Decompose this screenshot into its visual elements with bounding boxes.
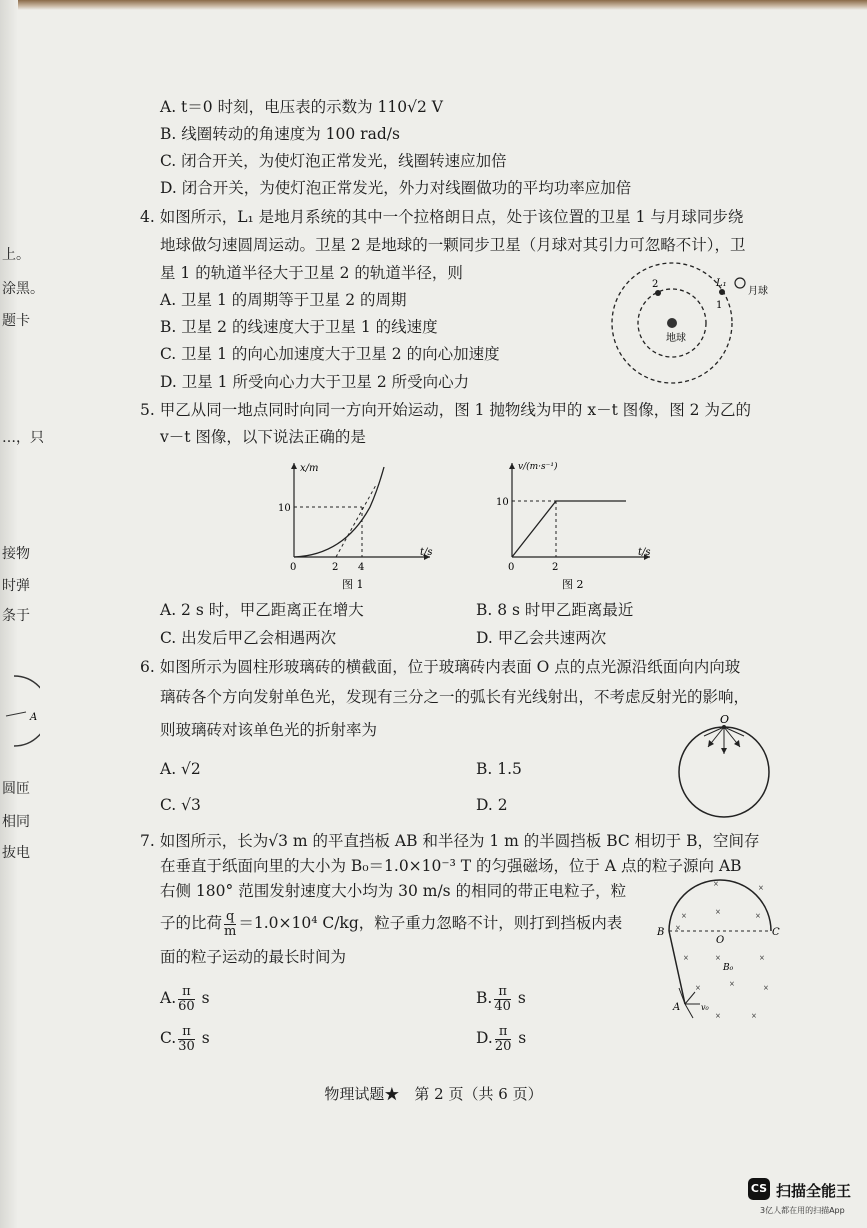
svg-text:×: × <box>713 880 719 888</box>
q6-option-b: B. 1.5 <box>476 760 522 778</box>
q4-stem-line1: 4. 如图所示，L₁ 是地月系统的其中一个拉格朗日点，处于该位置的卫星 1 与月球同步绕 <box>140 208 744 226</box>
svg-text:×: × <box>683 954 689 962</box>
frac-den: 20 <box>494 1038 512 1054</box>
left-fragment: 抜电 <box>2 845 30 861</box>
fig2-ytick: 10 <box>496 497 509 508</box>
fig1-xtick: 0 <box>290 562 297 573</box>
point-o-label: O <box>720 713 730 726</box>
fig2-xtick: 2 <box>552 562 559 573</box>
point-b-label: B <box>657 927 665 938</box>
left-fragment: 接物 <box>2 546 30 562</box>
q7-magnetic-field-diagram <box>655 868 785 1033</box>
fig1-xtick: 4 <box>358 562 365 573</box>
velocity-arrow <box>685 1004 693 1018</box>
q7-option-a <box>160 985 210 1013</box>
q3-option-a: A. t＝0 时刻，电压表的示数为 110√2 V <box>160 98 443 116</box>
option-unit: s <box>201 1029 210 1048</box>
q3-option-c: C. 闭合开关，为使灯泡正常发光，线圈转速应加倍 <box>160 152 507 170</box>
option-label: D. <box>476 1029 493 1048</box>
svg-text:×: × <box>681 912 687 920</box>
frac-num: q <box>226 909 235 924</box>
fig1-xlabel: t/s <box>420 547 433 558</box>
left-fragment: …，只 <box>2 430 44 446</box>
q7-option-d <box>476 1025 526 1053</box>
earth-label: 地球 <box>666 333 686 344</box>
svg-text:×: × <box>763 984 769 992</box>
l1-label: L₁ <box>716 278 727 289</box>
point-c-label: C <box>772 927 780 938</box>
svg-text:×: × <box>755 912 761 920</box>
option-unit: s <box>201 989 210 1008</box>
q4-stem-line2: 地球做匀速圆周运动。卫星 2 是地球的一颗同步卫星（月球对其引力可忽略不计），卫 <box>160 236 746 254</box>
q4-option-c: C. 卫星 1 的向心加速度大于卫星 2 的向心加速度 <box>160 345 500 363</box>
q7-stem-line2: 在垂直于纸面向里的大小为 B₀＝1.0×10⁻³ T 的匀强磁场，位于 A 点的粒子源向 AB <box>160 857 742 875</box>
q6-option-d: D. 2 <box>476 796 508 814</box>
q6-option-a: A. √2 <box>160 760 201 778</box>
satellite-2-dot <box>655 290 661 296</box>
svg-text:×: × <box>715 954 721 962</box>
ray-arrow <box>721 748 727 754</box>
q7-stem-line3: 右侧 180° 范围发射速度大小均为 30 m/s 的相同的带正电粒子，粒 <box>160 882 627 900</box>
moon-label: 月球 <box>748 286 768 297</box>
option-fraction <box>178 1025 195 1053</box>
left-fragment: 相同 <box>2 814 30 830</box>
q5-option-a: A. 2 s 时，甲乙距离正在增大 <box>160 601 364 619</box>
q6-glass-circle-diagram <box>674 712 779 822</box>
fig1-xtick: 2 <box>332 562 339 573</box>
satellite-1-dot <box>719 289 725 295</box>
option-fraction <box>494 985 511 1013</box>
parabola-curve <box>294 467 384 557</box>
velocity-line <box>512 501 626 557</box>
svg-text:×: × <box>715 1012 721 1020</box>
option-unit: s <box>517 989 526 1008</box>
q4-orbit-diagram <box>606 260 776 390</box>
frac-num: π <box>178 985 195 1000</box>
charge-mass-ratio <box>224 910 236 938</box>
point-a-label: A <box>673 1002 681 1013</box>
tangent-line <box>336 485 376 557</box>
v0-label: v₀ <box>701 1003 709 1012</box>
q7-stem-line4 <box>160 910 622 938</box>
y-axis-arrow <box>509 463 515 469</box>
option-label: B. <box>476 989 493 1008</box>
svg-text:×: × <box>675 924 681 932</box>
q6-stem-line3: 则玻璃砖对该单色光的折射率为 <box>160 721 378 739</box>
q7-stem-line1: 7. 如图所示，长为√3 m 的平直挡板 AB 和半径为 1 m 的半圆挡板 BC 相切于 B，空间存 <box>140 832 760 850</box>
semicircle-plate-bc <box>669 880 771 931</box>
q7-line4-suffix: ＝1.0×10⁴ C/kg，粒子重力忽略不计，则打到挡板内表 <box>238 914 623 933</box>
fig1-ylabel: x/m <box>300 463 319 474</box>
q7-option-b <box>476 985 526 1013</box>
satellite-2-label: 2 <box>652 279 659 290</box>
q7-option-c <box>160 1025 210 1053</box>
fig1-ytick: 10 <box>278 503 291 514</box>
left-fragment: 题卡 <box>2 313 30 329</box>
q5-figure-1 <box>270 455 440 595</box>
q6-option-c: C. √3 <box>160 796 201 814</box>
page-top-shadow <box>0 0 867 10</box>
fig2-ylabel: v/(m·s⁻¹) <box>518 462 558 472</box>
option-fraction <box>495 1025 512 1053</box>
q3-option-d: D. 闭合开关，为使灯泡正常发光，外力对线圈做功的平均功率应加倍 <box>160 179 632 197</box>
svg-text:×: × <box>758 884 764 892</box>
left-fragment: 涂黑。 <box>2 281 44 297</box>
left-fragment: 圆匝 <box>2 781 30 797</box>
frac-den: 40 <box>494 998 511 1014</box>
q4-option-a: A. 卫星 1 的周期等于卫星 2 的周期 <box>160 291 407 309</box>
plate-ab <box>669 931 685 1004</box>
q5-option-c: C. 出发后甲乙会相遇两次 <box>160 629 337 647</box>
velocity-arrow <box>685 992 695 1004</box>
frac-den: 30 <box>178 1038 195 1054</box>
frac-num: π <box>178 1025 195 1040</box>
q5-option-d: D. 甲乙会共速两次 <box>476 629 607 647</box>
moon-dot <box>735 278 745 288</box>
svg-text:×: × <box>729 980 735 988</box>
q7-line4-prefix: 子的比荷 <box>160 914 223 933</box>
frac-den: 60 <box>178 998 195 1014</box>
left-fragment: 时弹 <box>2 578 30 594</box>
q6-stem-line2: 璃砖各个方向发射单色光，发现有三分之一的弧长有光线射出，不考虑反射光的影响， <box>160 688 750 706</box>
frac-num: π <box>495 1025 512 1040</box>
point-o-label: O <box>716 935 725 946</box>
svg-text:×: × <box>715 908 721 916</box>
svg-text:×: × <box>695 984 701 992</box>
q4-option-d: D. 卫星 1 所受向心力大于卫星 2 所受向心力 <box>160 373 470 391</box>
frac-den: m <box>224 923 237 939</box>
satellite-1-label: 1 <box>716 300 723 311</box>
b0-label: B₀ <box>723 963 734 973</box>
option-label: A. <box>160 989 177 1008</box>
option-unit: s <box>518 1029 527 1048</box>
frac-num: π <box>494 985 511 1000</box>
q4-option-b: B. 卫星 2 的线速度大于卫星 1 的线速度 <box>160 318 438 336</box>
y-axis-arrow <box>291 463 297 469</box>
q5-figure-2 <box>490 455 660 595</box>
svg-text:×: × <box>751 1012 757 1020</box>
fig2-xlabel: t/s <box>638 547 651 558</box>
svg-text:×: × <box>759 954 765 962</box>
camscanner-tagline: 3亿人都在用的扫描App <box>760 1206 845 1215</box>
earth-dot <box>667 318 677 328</box>
q5-stem-line1: 5. 甲乙从同一地点同时向同一方向开始运动，图 1 抛物线为甲的 x－t 图像，图 2 为乙的 <box>140 401 751 419</box>
fig1-caption: 图 1 <box>342 578 364 591</box>
option-fraction <box>178 985 195 1013</box>
fig2-caption: 图 2 <box>562 578 584 591</box>
camscanner-name: 扫描全能王 <box>776 1182 852 1200</box>
left-fragment-circle <box>0 672 40 752</box>
left-fragment: A <box>30 712 38 723</box>
q5-stem-line2: v－t 图像，以下说法正确的是 <box>160 428 366 446</box>
page-footer: 物理试题★ 第 2 页（共 6 页） <box>324 1085 543 1103</box>
q4-stem-line3: 星 1 的轨道半径大于卫星 2 的轨道半径，则 <box>160 264 463 282</box>
q7-stem-line5: 面的粒子运动的最长时间为 <box>160 948 347 966</box>
q5-option-b: B. 8 s 时甲乙距离最近 <box>476 601 634 619</box>
left-fragment: 条于 <box>2 608 30 624</box>
camscanner-logo-icon: CS <box>748 1178 770 1200</box>
fig2-xtick: 0 <box>508 562 515 573</box>
left-fragment: 上。 <box>2 247 30 263</box>
option-label: C. <box>160 1029 177 1048</box>
q3-option-b: B. 线圈转动的角速度为 100 rad/s <box>160 125 400 143</box>
q6-stem-line1: 6. 如图所示为圆柱形玻璃砖的横截面，位于玻璃砖内表面 O 点的点光源沿纸面向内向玻 <box>140 658 741 676</box>
